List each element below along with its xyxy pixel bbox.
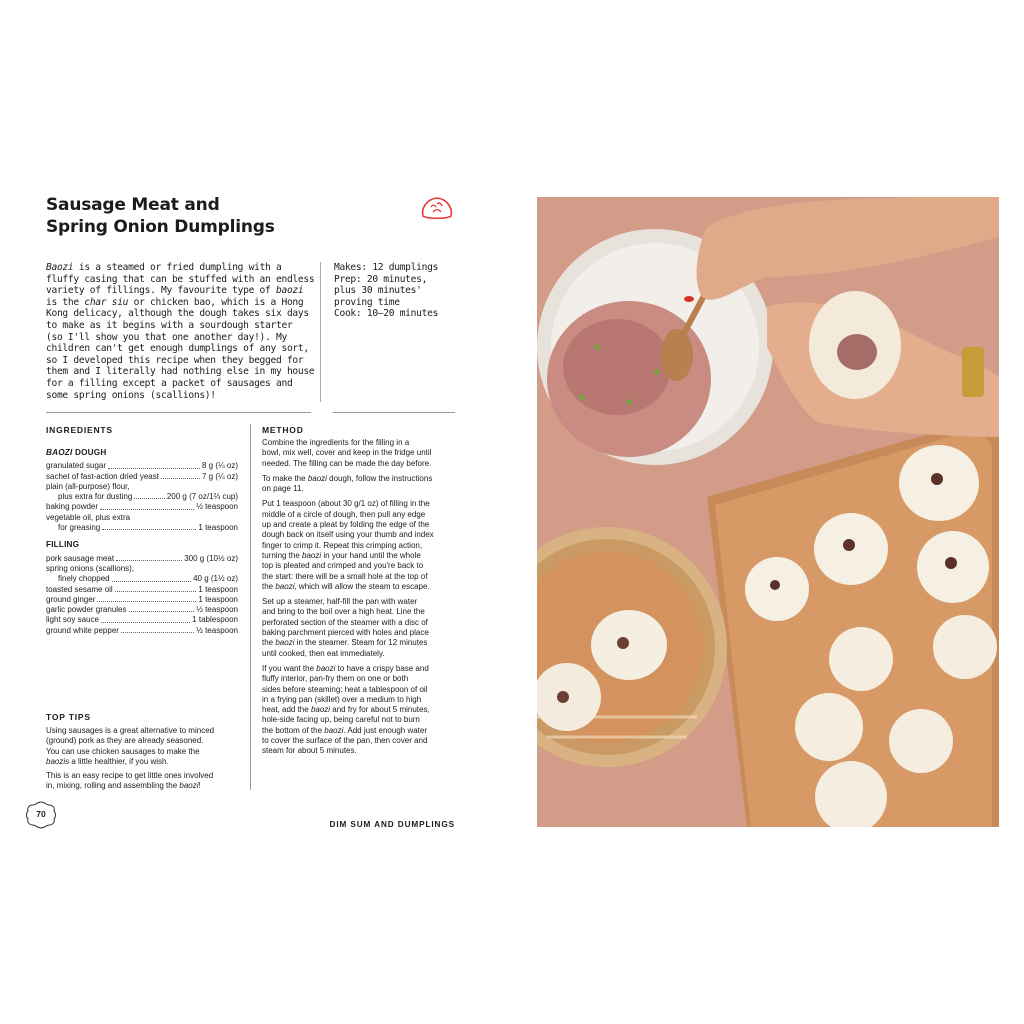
ingredient-row: [46, 564, 238, 574]
method-text: Combine the ingredients for the filling in a bowl, mix well, cover and keep in the fridge until needed. The filling can be made the day before. To make the baozi dough, follow the instructions on page 11. Put 1 teaspoon (about 30 g/1 oz) of filling in the middle of a circle of dough, then pull any edge up and create a pleat by folding the edge of the dough back on itself using your thumb and index finger to crimp it. Repeat this crimping action, turning the baozi in your hand until the whole top is pleated and crimped and you're back to the start: there will be a small hole at the top of the baozi, which will allow the steam to escape. Set up a steamer, half-fill the pan with water and bring to the boil over a high heat. Line the perforated section of the steamer with a disc of baking parchment pierced with holes and place the baozi in the steamer. Steam for 12 minutes until cooked, then eat immediately. If you want the baozi to have a crispy base and fluffy interior, pan-fry them on one or both sides before steaming: heat a tablespoon of oil in a frying pan (skillet) over a medium to high heat, add the baozi and fry for about 5 minutes, hole-side facing up, being careful not to burn the bottom of the baozi. Add just enough water to cover the surface of the pan, then cover and steam for about 5 minutes.: [262, 438, 434, 756]
ingredient-qty: 1 teaspoon: [198, 584, 238, 594]
ingredient-row: [46, 585, 238, 595]
page-number: [24, 800, 58, 830]
title-line: Sausage Meat and: [46, 195, 220, 215]
ingredient-qty: 300 g (10½ oz): [184, 553, 238, 563]
tips-heading: TOP TIPS: [46, 712, 91, 722]
ingredient-name: light soy sauce: [46, 615, 99, 625]
column-divider: [250, 424, 251, 790]
ingredient-name: finely chopped: [58, 574, 110, 584]
divider: [333, 412, 455, 413]
leader-dots: [108, 461, 200, 468]
ingredient-row: [46, 492, 238, 502]
leader-dots: [102, 523, 196, 530]
ingredient-name: pork sausage meat: [46, 553, 115, 563]
ingredient-qty: 40 g (1½ oz): [193, 574, 238, 584]
leader-dots: [129, 605, 195, 612]
ingredients-heading: INGREDIENTS: [46, 425, 113, 435]
dumpling-photo: [537, 197, 999, 827]
leader-dots: [116, 554, 182, 561]
ingredient-qty: 1 tablespoon: [192, 615, 238, 625]
section-footer: DIM SUM AND DUMPLINGS: [329, 820, 455, 829]
leader-dots: [115, 585, 197, 592]
ingredient-row: [46, 513, 238, 523]
ingredient-name: baking powder: [46, 502, 99, 512]
ingredient-qty: 1 teaspoon: [198, 594, 238, 604]
recipe-title: [46, 194, 346, 238]
dough-subheading: BAOZI DOUGH: [46, 448, 107, 457]
ingredient-row: [46, 574, 238, 584]
ingredient-qty: ½ teaspoon: [196, 605, 238, 615]
ingredient-name: vegetable oil, plus extra: [46, 512, 131, 522]
ingredient-name: plus extra for dusting: [58, 492, 133, 502]
page-number-text: 70: [36, 809, 46, 819]
leader-dots: [112, 574, 191, 581]
ingredient-row: [46, 502, 238, 512]
leader-dots: [134, 492, 165, 499]
tips-text: Using sausages is a great alternative to minced (ground) pork as they are already seasoned. You can use chicken sausages to make the baozis a little healthier, if you wish. This is an easy recipe to get little ones involved in, mixing, rolling and assembling the baozi!: [46, 726, 215, 791]
ingredient-name: sachet of fast-action dried yeast: [46, 471, 159, 481]
filling-subheading: FILLING: [46, 540, 80, 550]
ingredient-row: [46, 461, 238, 471]
ingredient-qty: 7 g (¼ oz): [201, 471, 238, 481]
method-heading: METHOD: [262, 425, 304, 435]
ingredient-qty: 200 g (7 oz/1⅔ cup): [166, 492, 238, 502]
leader-dots: [101, 615, 190, 622]
ingredient-row: [46, 595, 238, 605]
ingredient-name: spring onions (scallions),: [46, 563, 135, 573]
ingredient-row: [46, 605, 238, 615]
ingredient-row: [46, 472, 238, 482]
ingredient-row: [46, 523, 238, 533]
ingredient-name: ground ginger: [46, 594, 96, 604]
ingredient-name: for greasing: [58, 523, 101, 533]
ingredient-row: [46, 615, 238, 625]
intro-paragraph: Baozi is a steamed or fried dumpling with a fluffy casing that can be stuffed with an endless variety of fillings. My favourite type of baozi is the char siu or chicken bao, which is a Hong Kong delicacy, although the dough takes six days to make as it begins with a sourdough starter (so I'll show you that one another day!). My children can't get enough dumplings of any sort, so I developed this recipe when they begged for them and I literally had nothing else in my house for a filling except a packet of sausages and some spring onions (scallions)!: [46, 262, 315, 401]
ingredient-qty: 8 g (¼ oz): [201, 461, 238, 471]
leader-dots: [161, 472, 200, 479]
title-line: Spring Onion Dumplings: [46, 217, 275, 237]
ingredient-row: [46, 626, 238, 636]
ingredient-name: garlic powder granules: [46, 605, 127, 615]
leader-dots: [121, 626, 194, 633]
ingredients-list: [46, 444, 238, 636]
leader-dots: [100, 502, 194, 509]
ingredient-qty: ½ teaspoon: [196, 625, 238, 635]
ingredient-qty: ½ teaspoon: [196, 502, 238, 512]
ingredient-qty: 1 teaspoon: [198, 523, 238, 533]
recipe-meta: Makes: 12 dumplings Prep: 20 minutes, plus 30 minutes' proving time Cook: 10–20 minutes: [320, 262, 438, 402]
ingredient-name: ground white pepper: [46, 625, 119, 635]
ingredient-row: [46, 482, 238, 492]
ingredient-name: toasted sesame oil: [46, 584, 113, 594]
divider: [46, 412, 311, 413]
leader-dots: [97, 595, 196, 602]
ingredient-name: granulated sugar: [46, 461, 107, 471]
bun-icon: [420, 194, 454, 222]
ingredient-name: plain (all-purpose) flour,: [46, 481, 130, 491]
ingredient-row: [46, 554, 238, 564]
